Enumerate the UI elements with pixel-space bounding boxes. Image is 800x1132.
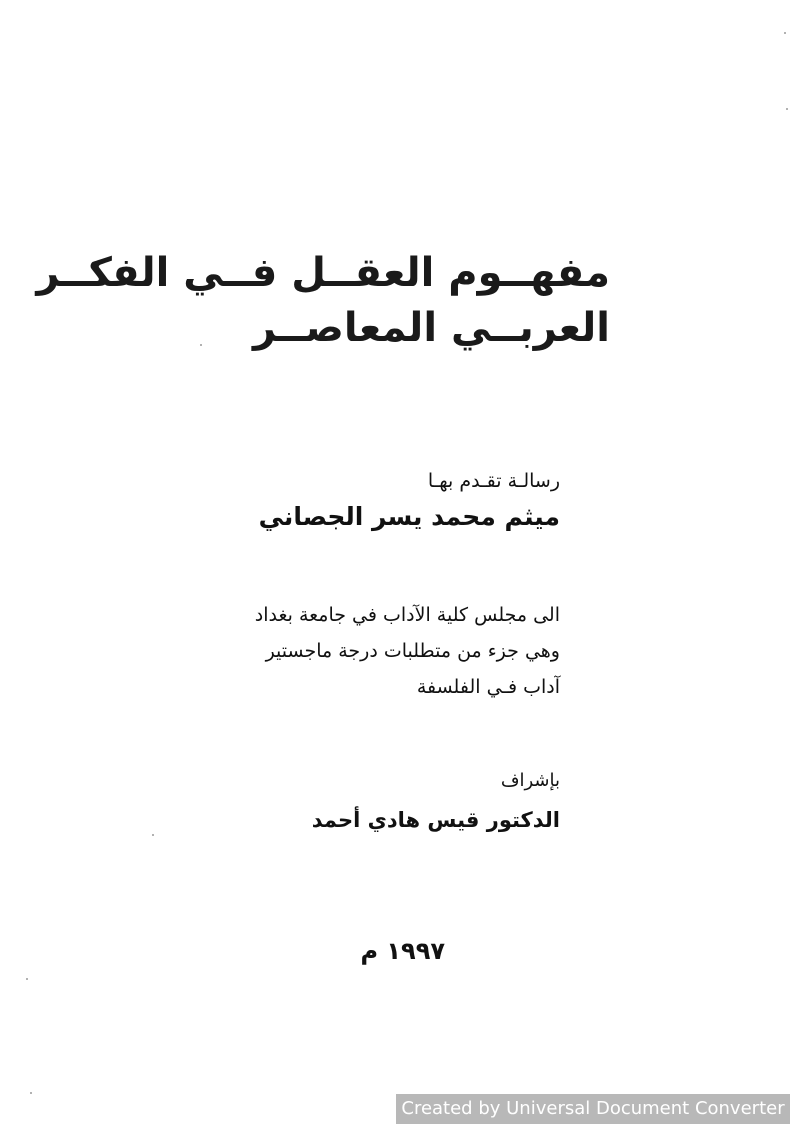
purpose-line-2: وهي جزء من متطلبات درجة ماجستير [265, 640, 560, 662]
scan-speck [200, 344, 202, 346]
thesis-title-line-2: العربــي المعاصــر [253, 305, 610, 351]
submitted-by-label: رسالـة تقـدم بهـا [427, 470, 560, 492]
purpose-line-1: الى مجلس كلية الآداب في جامعة بغداد [254, 604, 560, 626]
scan-speck [26, 978, 28, 980]
scan-speck [30, 1092, 32, 1094]
scan-speck [784, 32, 786, 34]
scan-speck [152, 834, 154, 836]
scan-speck [786, 108, 788, 110]
author-name: ميثم محمد يسر الجصاني [258, 502, 560, 531]
supervisor-name: الدكتور قيس هادي أحمد [311, 808, 560, 832]
thesis-title-line-1: مفهــوم العقــل فــي الفكــر [36, 250, 610, 296]
supervision-label: بإشراف [500, 770, 560, 791]
purpose-line-3: آداب فـي الفلسفة [416, 676, 560, 698]
converter-watermark: Created by Universal Document Converter [396, 1094, 790, 1124]
year: ١٩٩٧ م [360, 937, 445, 965]
